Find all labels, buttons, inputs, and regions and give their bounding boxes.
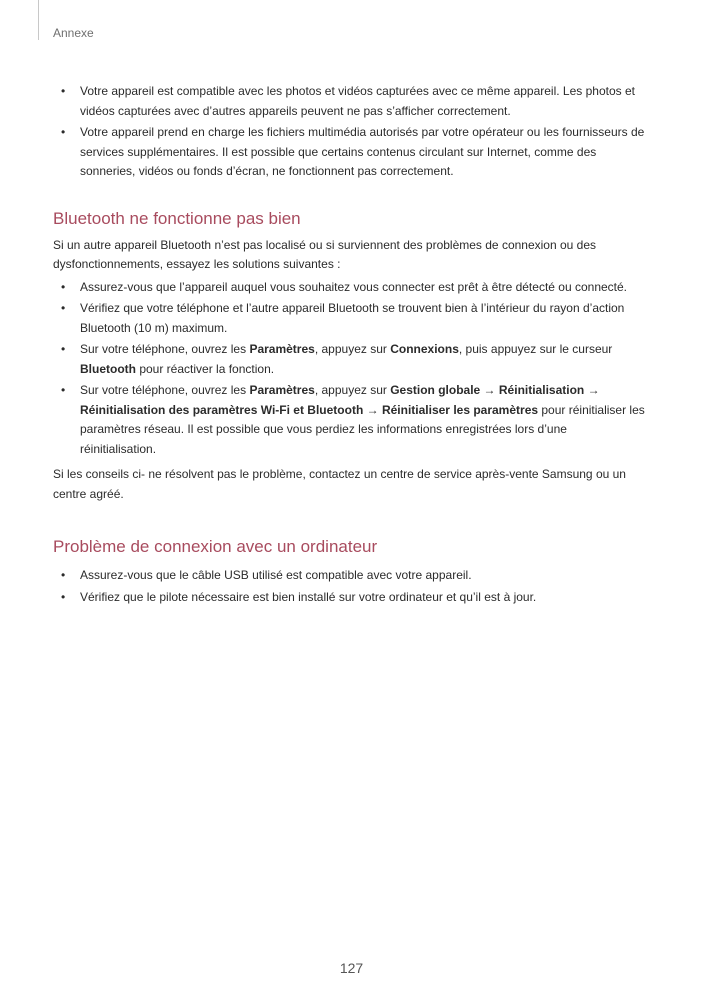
computer-section-title: Problème de connexion avec un ordinateur <box>53 537 378 556</box>
menu-term-bluetooth: Bluetooth <box>80 361 136 376</box>
bluetooth-outro: Si les conseils ci- ne résolvent pas le problème, contactez un centre de service après-vente Samsung ou un centre agréé. <box>53 467 626 501</box>
menu-term-gestion-globale: Gestion globale <box>390 383 481 397</box>
menu-term-reinitialiser-parametres: Réinitialiser les paramètres <box>381 402 539 417</box>
list-item: • Votre appareil prend en charge les fichiers multimédia autorisés par votre opérateur ou les fournisseurs de services supplémentaires. Il est possible que certains contenus circulant sur Internet, comme des sonneries, vidéos ou fonds d’écran, ne fonctionnent pas correctement. <box>53 123 645 182</box>
arrow-separator: → <box>584 383 600 397</box>
text-run: pour réactiver la fonction. <box>136 361 275 376</box>
menu-term-reinitialisation: Réinitialisation <box>498 383 585 397</box>
list-item: • Assurez-vous que l’appareil auquel vous souhaitez vous connecter est prêt à être détecté ou connecté. <box>53 278 645 298</box>
list-item: • Votre appareil est compatible avec les photos et vidéos capturées avec ce même appareil. Les photos et vidéos capturées avec d’autres appareils peuvent ne pas s’afficher correctement. <box>53 82 645 121</box>
page-content <box>53 82 645 609</box>
menu-term-reinit-wifi-bluetooth: Réinitialisation des paramètres Wi-Fi et Bluetooth <box>80 402 364 417</box>
computer-bullet-list <box>53 566 645 607</box>
intro-bullet-list <box>53 82 645 182</box>
arrow-separator: → <box>480 383 499 397</box>
list-item <box>53 381 645 459</box>
section-header: Annexe <box>53 26 94 40</box>
text-run: pour réinitialiser les paramètres réseau. Il est possible que vous perdiez les informations enregistrées lors d’une réinitialisation. <box>80 402 645 456</box>
text-run: , puis appuyez sur le curseur <box>458 342 613 356</box>
list-item: • Assurez-vous que le câble USB utilisé est compatible avec votre appareil. <box>53 566 645 586</box>
menu-term-connexions: Connexions <box>390 342 459 356</box>
menu-term-parametres: Paramètres <box>249 342 315 356</box>
list-item: • Vérifiez que votre téléphone et l’autre appareil Bluetooth se trouvent bien à l’intérieur du rayon d’action Bluetooth (10 m) maximum. <box>53 299 645 338</box>
list-item: • Vérifiez que le pilote nécessaire est bien installé sur votre ordinateur et qu’il est à jour. <box>53 588 645 608</box>
text-run: , appuyez sur <box>314 383 391 397</box>
menu-term-parametres: Paramètres <box>249 383 315 397</box>
bluetooth-bullet-list <box>53 278 645 460</box>
text-run: Sur votre téléphone, ouvrez les <box>80 383 250 397</box>
text-run: , appuyez sur <box>314 342 391 356</box>
header-divider <box>38 0 39 40</box>
arrow-separator: → <box>363 402 382 417</box>
text-run: Sur votre téléphone, ouvrez les <box>80 342 250 356</box>
bluetooth-section-title: Bluetooth ne fonctionne pas bien <box>53 208 301 228</box>
list-item <box>53 340 645 379</box>
bluetooth-intro: Si un autre appareil Bluetooth n’est pas localisé ou si surviennent des problèmes de connexion ou des dysfonctionnements, essayez les solutions suivantes : <box>53 237 597 271</box>
page-number: 127 <box>339 960 364 976</box>
